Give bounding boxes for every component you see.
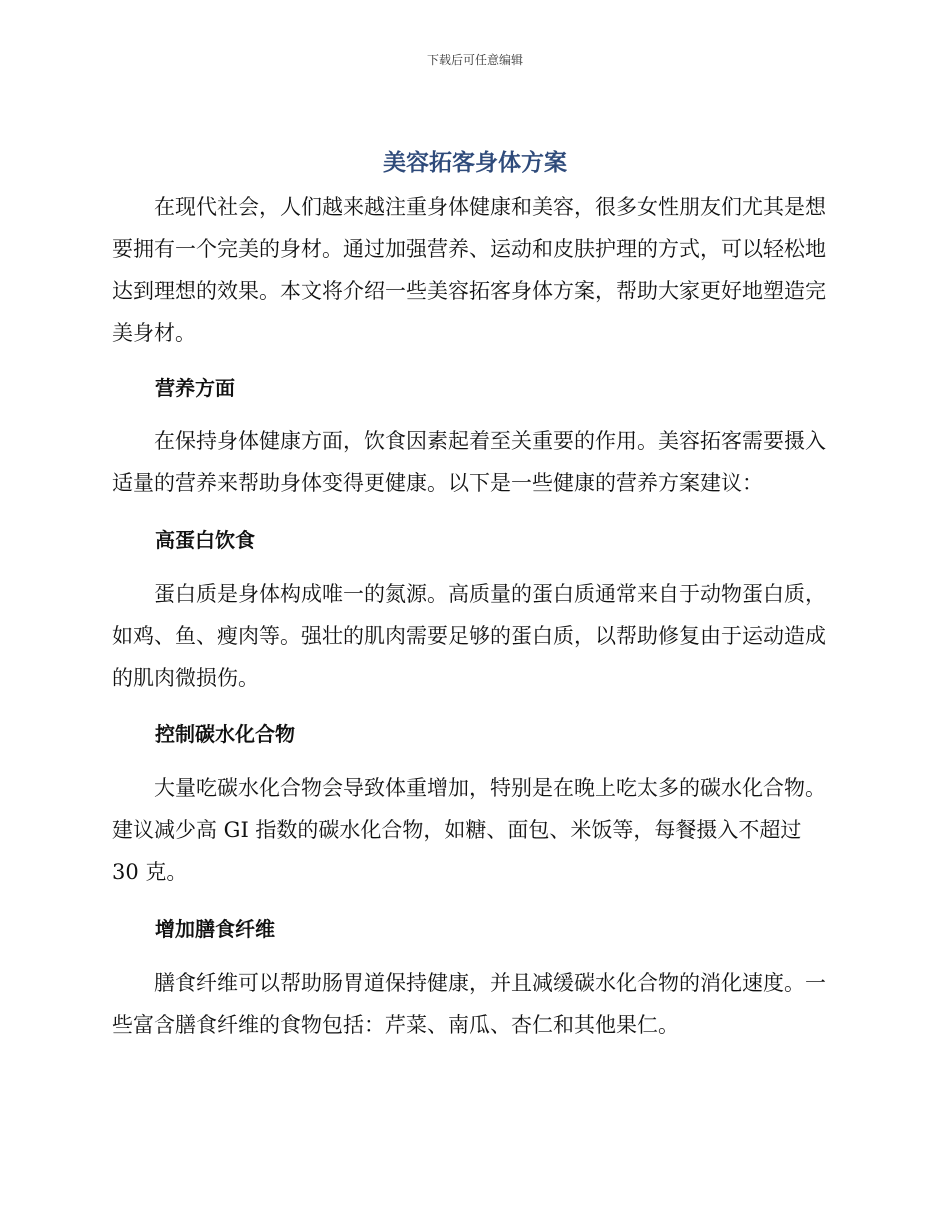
section-body-nutrition: 在保持身体健康方面，饮食因素起着至关重要的作用。美容拓客需要摄入适量的营养来帮助身体变得更健康。以下是一些健康的营养方案建议： xyxy=(112,429,826,495)
section-heading-nutrition: 营养方面 xyxy=(155,376,235,400)
section-body-fiber: 膳食纤维可以帮助肠胃道保持健康，并且减缓碳水化合物的消化速度。一些富含膳食纤维的食物包括：芹菜、南瓜、杏仁和其他果仁。 xyxy=(112,971,826,1037)
page-header-note: 下载后可任意编辑 xyxy=(426,53,523,67)
section-heading-carbs: 控制碳水化合物 xyxy=(155,722,295,746)
intro-paragraph: 在现代社会，人们越来越注重身体健康和美容，很多女性朋友们尤其是想要拥有一个完美的身材。通过加强营养、运动和皮肤护理的方式，可以轻松地达到理想的效果。本文将介绍一些美容拓客身体方案，帮助大家更好地塑造完美身材。 xyxy=(112,195,826,345)
section-body-carbs: 大量吃碳水化合物会导致体重增加，特别是在晚上吃太多的碳水化合物。建议减少高 GI 指数的碳水化合物，如糖、面包、米饭等，每餐摄入不超过 30 克。 xyxy=(112,776,826,884)
section-body-high-protein: 蛋白质是身体构成唯一的氮源。高质量的蛋白质通常来自于动物蛋白质，如鸡、鱼、瘦肉等。强壮的肌肉需要足够的蛋白质，以帮助修复由于运动造成的肌肉微损伤。 xyxy=(112,582,826,690)
section-heading-fiber: 增加膳食纤维 xyxy=(155,917,275,941)
section-heading-high-protein: 高蛋白饮食 xyxy=(155,528,255,552)
document-title: 美容拓客身体方案 xyxy=(383,150,567,176)
